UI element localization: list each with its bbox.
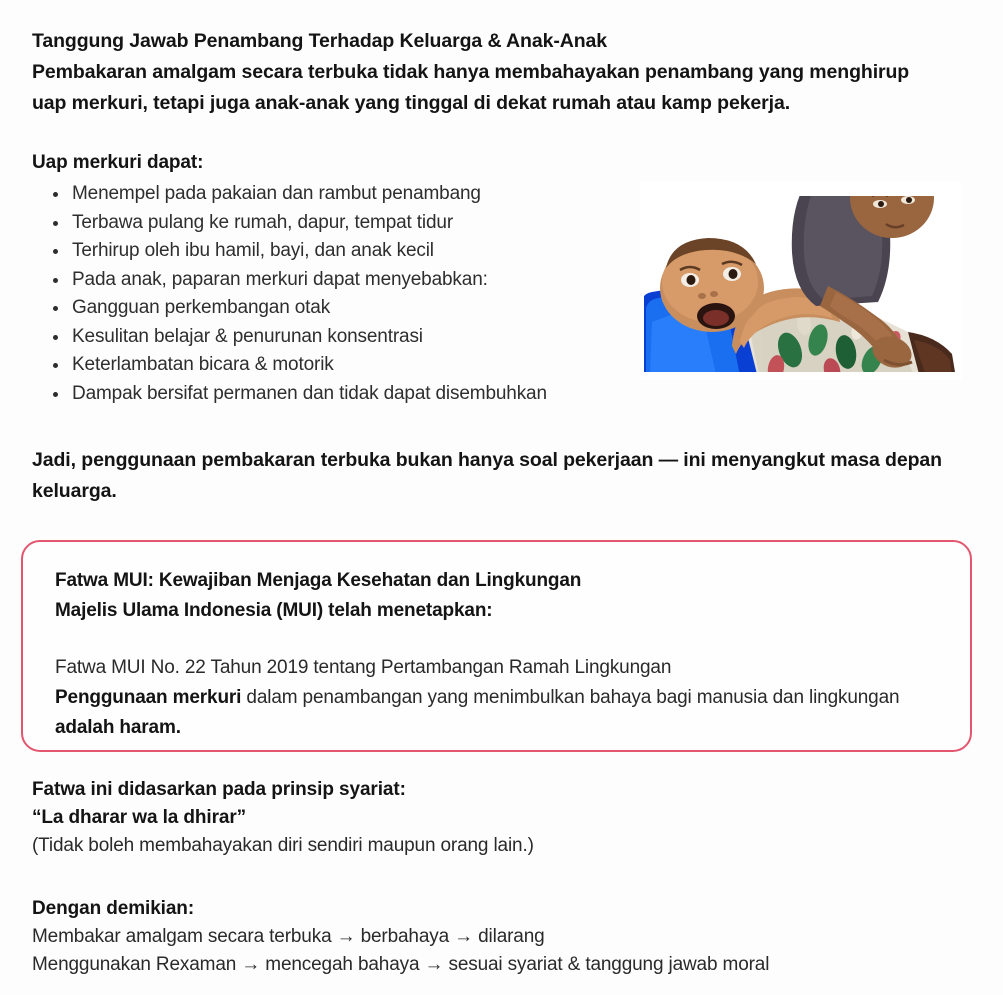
bullet-dot-icon [53, 306, 58, 311]
intro-paragraph: Pembakaran amalgam secara terbuka tidak hanya membahayakan penambang yang menghirup uap merkuri, tetapi juga anak-anak yang tinggal di dekat rumah atau kamp pekerja. [32, 61, 910, 114]
list-item-label: Terbawa pulang ke rumah, dapur, tempat tidur [72, 211, 454, 233]
fatwa-ruling-lead: Penggunaan merkuri [55, 687, 242, 708]
conclusion-line: Membakar amalgam secara terbuka → berbahaya → dilarang [32, 926, 545, 947]
spacer [32, 408, 973, 445]
list-item-label: Keterlambatan bicara & motorik [72, 354, 334, 375]
list-item [32, 380, 973, 409]
page-title: Tanggung Jawab Penambang Terhadap Keluarga & Anak-Anak [32, 30, 608, 52]
fatwa-title: Fatwa MUI: Kewajiban Menjaga Kesehatan dan Lingkungan [55, 570, 582, 591]
bullet-dot-icon [53, 221, 58, 226]
spacer [55, 626, 940, 653]
list-item-label: Pada anak, paparan merkuri dapat menyebabkan: [72, 268, 488, 290]
list-item-label: Terhirup oleh ibu hamil, bayi, dan anak kecil [72, 240, 434, 261]
list-item-label: Kesulitan belajar & penurunan konsentrasi [72, 325, 423, 347]
fatwa-subtitle: Majelis Ulama Indonesia (MUI) telah menetapkan: [55, 600, 493, 621]
list-item-label: Menempel pada pakaian dan rambut penambang [72, 183, 481, 204]
list-item-label: Dampak bersifat permanen dan tidak dapat disembuhkan [72, 382, 547, 404]
principle-label: Fatwa ini didasarkan pada prinsip syariat: [32, 779, 406, 800]
conclusion-paragraph: Jadi, penggunaan pembakaran terbuka bukan hanya soal pekerjaan — ini menyangkut masa depan keluarga. [32, 449, 942, 502]
bullet-dot-icon [53, 335, 58, 340]
spacer [32, 119, 973, 149]
conclusion-line: Menggunakan Rexaman → mencegah bahaya → sesuai syariat & tanggung jawab moral [32, 954, 770, 975]
fatwa-ruling [55, 683, 940, 743]
spacer [32, 860, 972, 895]
principle-gloss: (Tidak boleh membahayakan diri sendiri maupun orang lain.) [32, 835, 534, 856]
bullet-dot-icon [53, 278, 58, 283]
principle-quote: “La dharar wa la dhirar” [32, 807, 247, 828]
list-item-label: Gangguan perkembangan otak [72, 297, 331, 318]
fatwa-ruling-tail: adalah haram. [55, 717, 181, 738]
bullet-dot-icon [53, 192, 58, 197]
fatwa-callout-box [21, 540, 972, 752]
mother-and-baby-photo [640, 182, 962, 380]
bullet-dot-icon [53, 249, 58, 254]
footer-sections [32, 776, 972, 979]
fatwa-reference: Fatwa MUI No. 22 Tahun 2019 tentang Pertambangan Ramah Lingkungan [55, 657, 672, 678]
fatwa-ruling-mid: dalam penambangan yang menimbulkan bahaya bagi manusia dan lingkungan [241, 687, 900, 708]
bullet-dot-icon [53, 363, 58, 368]
bullet-dot-icon [53, 392, 58, 397]
conclusion-label: Dengan demikian: [32, 898, 195, 919]
vapor-section-label: Uap merkuri dapat: [32, 152, 204, 173]
photo-illustration [640, 182, 962, 380]
